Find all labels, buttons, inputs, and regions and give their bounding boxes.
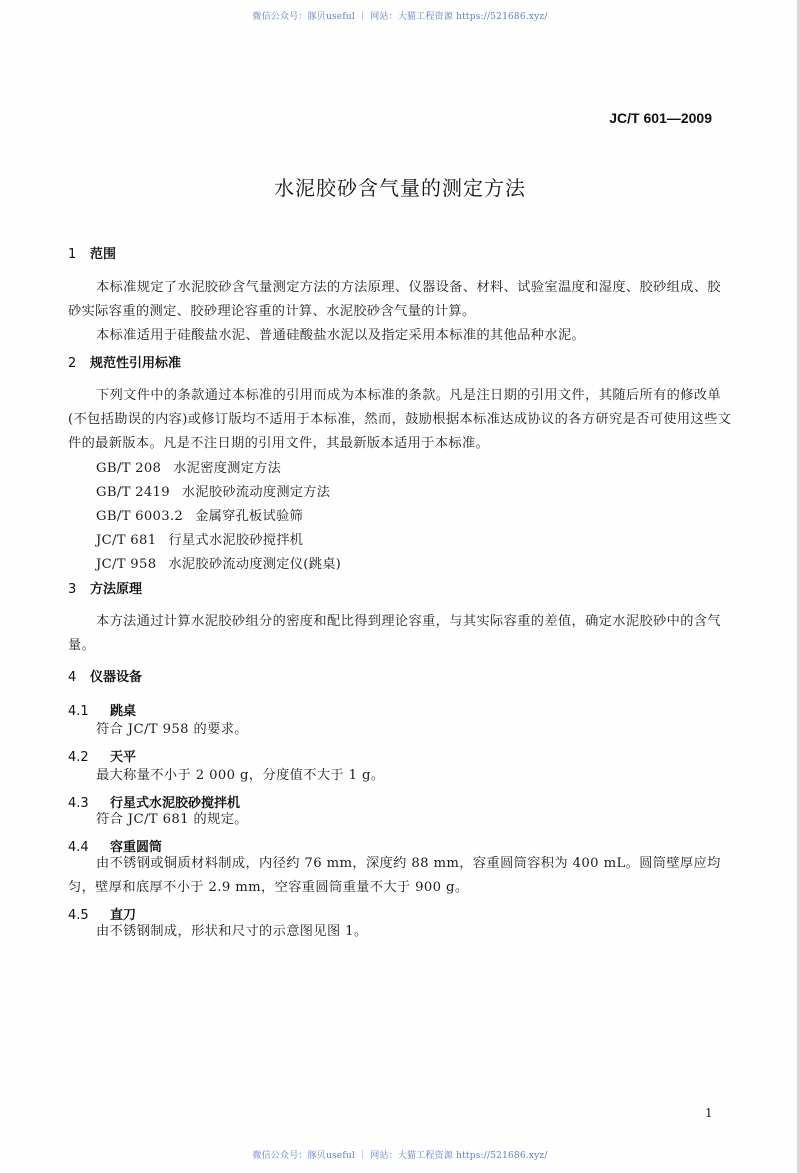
subsection-number: 4.3	[68, 796, 89, 811]
watermark-top: 微信公众号：豚贝useful ｜ 网站：大猫工程资源 https://521686.xyz/	[252, 12, 548, 22]
section-number: 1	[68, 247, 77, 262]
reference-item	[96, 481, 330, 500]
subsection-4-2-text: 最大称量不小于 2 000 g，分度值不大于 1 g。	[96, 768, 385, 783]
section-number: 2	[68, 356, 77, 371]
reference-name: 水泥胶砂流动度测定仪(跳桌)	[168, 557, 342, 572]
subsection-4-1-heading	[68, 700, 136, 719]
reference-item	[96, 457, 281, 476]
subsection-number: 4.2	[68, 750, 89, 765]
section-1-heading	[68, 243, 116, 262]
reference-item	[96, 505, 303, 524]
subsection-4-2-heading	[68, 746, 136, 765]
reference-code: JC/T 958	[96, 557, 157, 572]
section-4-heading	[68, 666, 142, 685]
section-2-heading	[68, 352, 181, 371]
subsection-4-3-text: 符合 JC/T 681 的规定。	[96, 812, 248, 827]
section-title: 仪器设备	[90, 670, 143, 685]
reference-item	[96, 529, 303, 548]
section-1-paragraph-2: 本标准适用于硅酸盐水泥、普通硅酸盐水泥以及指定采用本标准的其他品种水泥。	[96, 328, 586, 343]
section-3-paragraph-1: 本方法通过计算水泥胶砂组分的密度和配比得到理论容重，与其实际容重的差值，确定水泥胶砂中的含气量。	[68, 614, 722, 653]
section-title: 范围	[90, 247, 117, 262]
reference-code: GB/T 6003.2	[96, 509, 184, 524]
reference-name: 水泥胶砂流动度测定方法	[181, 485, 331, 500]
subsection-number: 4.1	[68, 704, 89, 719]
section-number: 4	[68, 670, 77, 685]
reference-code: GB/T 208	[96, 461, 162, 476]
subsection-number: 4.5	[68, 908, 89, 923]
standard-code: JC/T 601—2009	[609, 110, 712, 126]
subsection-title: 行星式水泥胶砂搅拌机	[110, 796, 241, 811]
subsection-number: 4.4	[68, 840, 89, 855]
reference-name: 行星式水泥胶砂搅拌机	[168, 533, 304, 548]
subsection-title: 跳桌	[110, 704, 137, 719]
subsection-title: 容重圆筒	[110, 840, 163, 855]
section-2-paragraph-1: 下列文件中的条款通过本标准的引用而成为本标准的条款。凡是注日期的引用文件，其随后所有的修改单(不包括勘误的内容)或修订版均不适用于本标准，然而，鼓励根据本标准达成协议的各方研究是否可使用这些文件的最新版本。凡是不注日期的引用文件，其最新版本适用于本标准。	[68, 388, 732, 451]
section-number: 3	[68, 582, 77, 597]
subsection-title: 天平	[110, 750, 137, 765]
reference-code: GB/T 2419	[96, 485, 170, 500]
subsection-4-4-text: 由不锈钢或铜质材料制成，内径约 76 mm，深度约 88 mm，容重圆筒容积为 400 mL。圆筒壁厚应均匀，壁厚和底厚不小于 2.9 mm，空容重圆筒重量不大于 900 g。	[68, 856, 721, 895]
subsection-4-5-text: 由不锈钢制成，形状和尺寸的示意图见图 1。	[96, 924, 368, 939]
section-3-heading	[68, 578, 142, 597]
document-title: 水泥胶砂含气量的测定方法	[274, 176, 526, 200]
section-title: 规范性引用标准	[90, 356, 182, 371]
reference-name: 金属穿孔板试验筛	[195, 509, 304, 524]
reference-name: 水泥密度测定方法	[173, 461, 282, 476]
watermark-bottom: 微信公众号：豚贝useful ｜ 网站：大猫工程资源 https://521686.xyz/	[252, 1151, 548, 1161]
reference-code: JC/T 681	[96, 533, 157, 548]
subsection-4-1-text: 符合 JC/T 958 的要求。	[96, 722, 248, 737]
page-number: 1	[705, 1106, 713, 1120]
section-title: 方法原理	[90, 582, 143, 597]
section-1-paragraph-1: 本标准规定了水泥胶砂含气量测定方法的方法原理、仪器设备、材料、试验室温度和湿度、胶砂组成、胶砂实际容重的测定、胶砂理论容重的计算、水泥胶砂含气量的计算。	[68, 280, 722, 319]
reference-item	[96, 553, 341, 572]
subsection-title: 直刀	[110, 908, 137, 923]
